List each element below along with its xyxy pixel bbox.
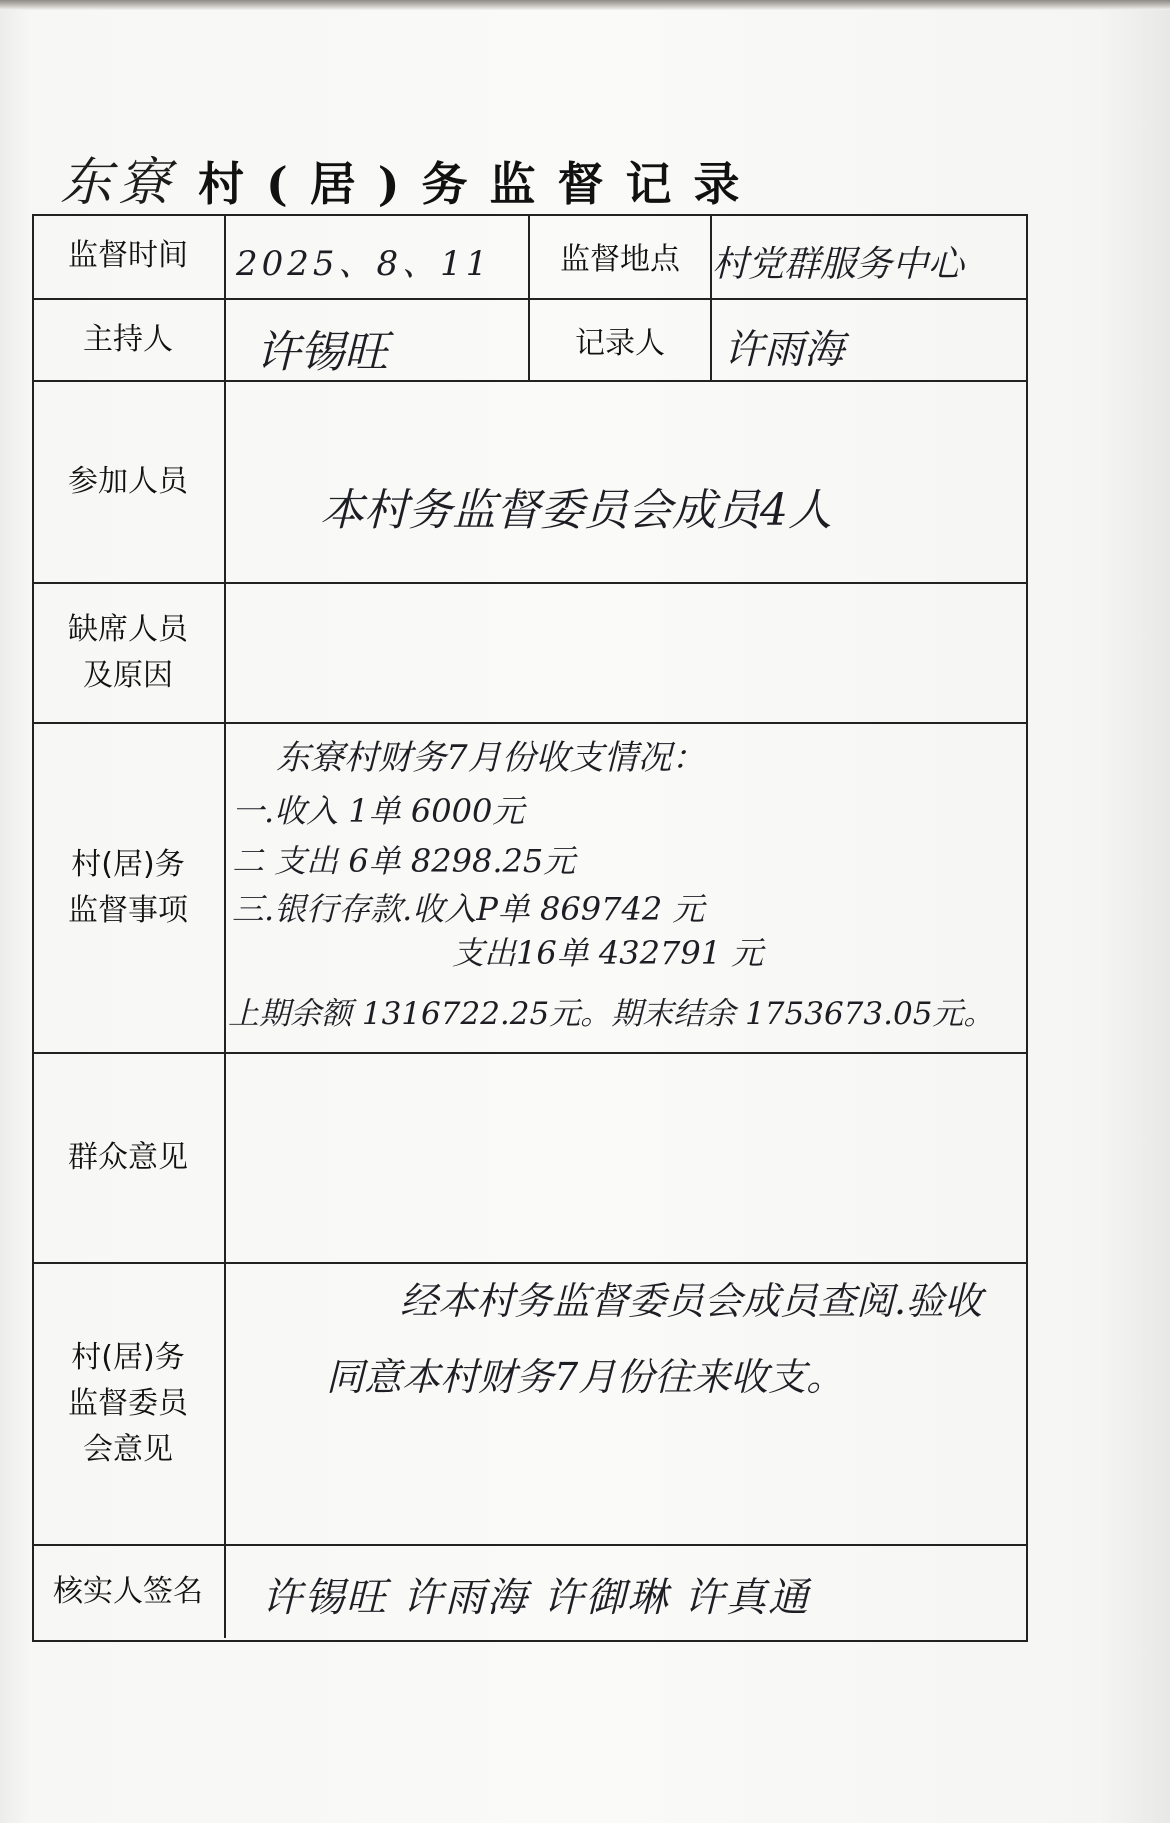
- value-time: 2025、8、11: [236, 244, 492, 284]
- matters-line-3: 二 支出 6单 8298.25元: [232, 842, 576, 880]
- committee-line-2: 同意本村财务7月份往来收支。: [326, 1355, 845, 1399]
- label-verifiers: 核实人签名: [53, 1574, 203, 1609]
- label-recorder: 记录人: [575, 326, 665, 361]
- label-host: 主持人: [83, 322, 173, 357]
- label-matters: [32, 724, 224, 1052]
- matters-line-6: 上期余额 1316722.25元。期末结余 1753673.05元。: [228, 996, 995, 1032]
- title-text: 村(居)务监督记录: [198, 157, 762, 211]
- committee-line-1: 经本村务监督委员会成员查阅.验收: [400, 1279, 983, 1323]
- matters-line-5: 支出16单 432791 元: [452, 934, 764, 972]
- label-place: 监督地点: [560, 242, 680, 277]
- label-absentees-line1: 缺席人员: [68, 612, 188, 647]
- label-matters-line2: 监督事项: [68, 893, 188, 928]
- label-public-opinion: 群众意见: [68, 1140, 188, 1175]
- label-matters-line1: 村(居)务: [71, 847, 185, 882]
- title-village-name: 东寮: [60, 153, 177, 213]
- value-host: 许锡旺: [256, 327, 388, 378]
- label-committee-line2: 监督委员: [68, 1386, 188, 1421]
- matters-line-1: 东寮村财务7月份收支情况：: [276, 738, 706, 778]
- label-committee-opinion: [32, 1264, 224, 1544]
- page-title: [60, 140, 762, 220]
- label-committee-line3: 会意见: [83, 1432, 173, 1467]
- table-vline-label: [224, 214, 226, 1638]
- value-place: 村党群服务中心: [712, 244, 965, 285]
- matters-line-4: 三.银行存款.收入P单 869742 元: [232, 890, 705, 928]
- page-top-edge: [0, 0, 1170, 10]
- value-recorder: 许雨海: [724, 327, 844, 373]
- value-verifiers: 许锡旺 许雨海 许御琳 许真通: [262, 1575, 811, 1621]
- matters-line-2: 一.收入 1单 6000元: [232, 792, 525, 830]
- label-absentees: [32, 584, 224, 722]
- label-time: 监督时间: [68, 238, 188, 273]
- label-attendees: 参加人员: [68, 464, 188, 499]
- label-absentees-line2: 及原因: [83, 658, 173, 693]
- value-attendees: 本村务监督委员会成员4人: [320, 485, 832, 536]
- label-committee-line1: 村(居)务: [71, 1340, 185, 1375]
